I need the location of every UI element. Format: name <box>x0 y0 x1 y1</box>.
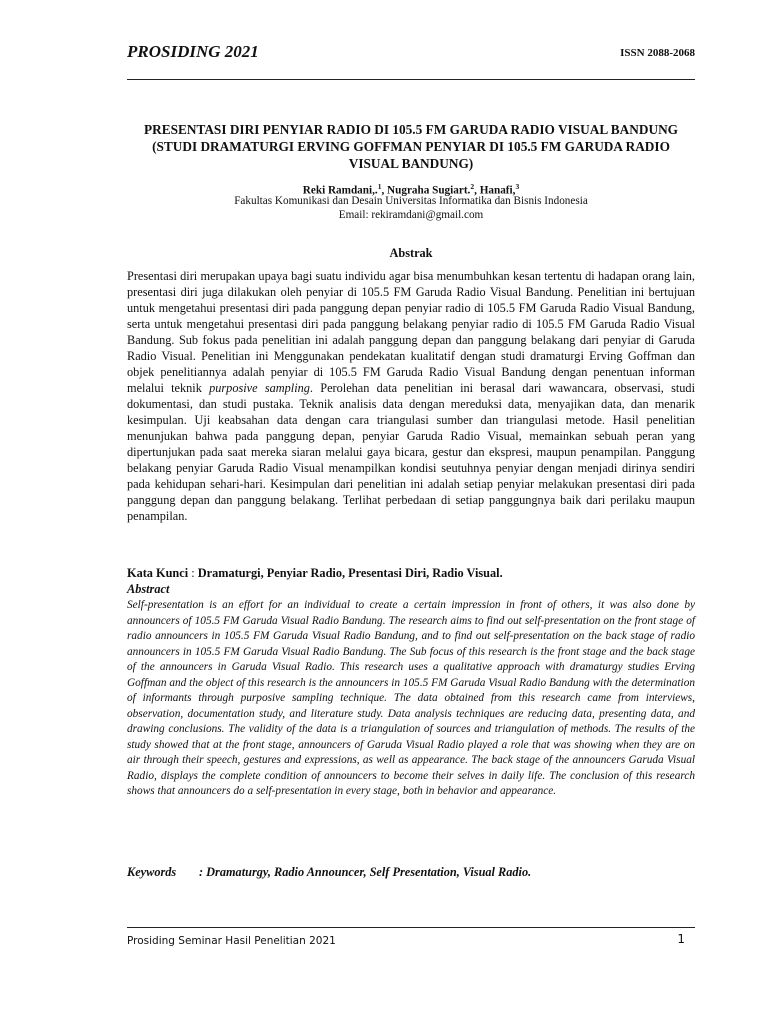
abstract-body: Self-presentation is an effort for an individual to create a certain impression in front of others, it was also done by announcers of 105.5 FM Garuda Visual Radio Bandung. The research aims to find out self-presentation on the front stage of radio announcers in 105.5 FM Garuda Visual Radio Bandung, and to find out self-presentation on the back stage of radio announcers in 105.5 FM Garuda Visual Radio Bandung. The Sub focus of this research is the front stage and the back stage of the announcers in Garuda Visual Radio. This research uses a qualitative approach with dramaturgy studies Erving Goffman and the object of this research is the announcers in 105.5 FM Garuda Visual Radio Bandung with the determination of informants through purposive sampling technique. The data obtained from this research came from interviews, observation, documentation study, and literature study. Data analysis techniques are reducing data, presenting data, and drawing conclusions. The validity of the data is a triangulation of sources and triangulation of methods. The results of the study showed that at the front stage, announcers of Garuda Visual Radio played a role that was showing when they are on air through their speech, gestures and expressions, as well as appearance. The back stage of the announcers Garuda Visual Radio, displays the complete condition of announcers to become their selves in daily life. The conclusion of this research shows that announcers do a self-presentation in every stage, both in behavior and appearance. <box>127 599 695 797</box>
kata-kunci-label: Kata Kunci <box>127 566 189 580</box>
abstrak-text: Presentasi diri merupakan upaya bagi suatu individu agar bisa menumbuhkan kesan tertentu di hadapan orang lain, presentasi diri juga dilakukan oleh penyiar di 105.5 FM Garuda Radio Visual Bandung. Penelitian ini bertujuan untuk mengetahui presentasi diri pada panggung depan penyiar radio di 105.5 FM Garuda Radio Visual Bandung, serta untuk mengetahui presentasi diri pada panggung belakang penyiar radio di 105.5 FM Garuda Radio Visual Bandung. Sub fokus pada penelitian ini adalah panggung depan dan panggung belakang dari penyiar di Garuda Radio Visual. Penelitian ini Menggunakan pendekatan kualitatif dengan studi dramaturgi Erving Goffman dan objek penelitiannya adalah penyiar di 105.5 FM Garuda Radio Visual Bandung dengan penentuan informan melalui teknik <box>127 269 695 395</box>
kata-kunci-value: Dramaturgi, Penyiar Radio, Presentasi Diri, Radio Visual. <box>197 566 503 580</box>
author-affiliation-mark: 3 <box>515 182 520 191</box>
abstrak-italic-term: purposive sampling <box>209 381 310 395</box>
affiliation: Fakultas Komunikasi dan Desain Universitas Informatika dan Bisnis Indonesia <box>234 195 588 207</box>
author-separator: , <box>381 184 388 197</box>
author-name: Reki Ramdani,. <box>302 184 378 197</box>
author-name: Hanafi, <box>479 184 516 197</box>
keywords-line <box>127 865 695 880</box>
author-affiliation-mark: 1 <box>377 182 382 191</box>
kata-kunci-separator: : <box>188 566 198 580</box>
paper-title: PRESENTASI DIRI PENYIAR RADIO DI 105.5 FM GARUDA RADIO VISUAL BANDUNG (STUDI DRAMATURGI ERVING GOFFMAN PENYIAR DI 105.5 FM GARUDA RADIO VISUAL BANDUNG) <box>143 122 679 171</box>
footer-divider <box>127 927 695 928</box>
author-affiliation-mark: 2 <box>470 182 475 191</box>
footer-proceedings-label: Prosiding Seminar Hasil Penelitian 2021 <box>127 935 336 947</box>
contact-email: Email: rekiramdani@gmail.com <box>338 209 484 221</box>
abstract-heading: Abstract <box>127 582 170 596</box>
issn-label: ISSN 2088-2068 <box>620 47 695 59</box>
keywords-label: Keywords <box>127 865 177 879</box>
abstrak-text: . Perolehan data penelitian ini berasal dari wawancara, observasi, studi dokumentasi, dan studi pustaka. Teknik analisis data dengan mereduksi data, menyajikan data, dan menarik kesimpulan. Uji keabsahan data dengan cara triangulasi sumber dan triangulasi metode. Hasil penelitian menunjukan bahwa pada panggung depan, penyiar Garuda Radio Visual, memainkan sebuah peran yang dipertunjukan pada saat mereka siaran melalui gaya bicara, gestur dan ekspresi, maupun penampilan. Panggung belakang penyiar Garuda Radio Visual menampilkan kondisi seutuhnya penyiar dengan menjadi dirinya sendiri pada kehidupan sehari-hari. Kesimpulan dari penelitian ini adalah setiap penyiar melakukan presentasi diri pada panggung depan dan panggung belakang. Terlihat perbedaan di setiap panggungnya baik dari perilaku maupun penampilan. <box>127 381 695 523</box>
abstrak-heading: Abstrak <box>389 246 433 260</box>
keywords-value: : Dramaturgy, Radio Announcer, Self Presentation, Visual Radio. <box>199 865 532 879</box>
page-number: 1 <box>677 932 685 946</box>
author-separator: , <box>474 184 480 197</box>
header-divider <box>127 79 695 80</box>
author-name: Nugraha Sugiart. <box>387 184 471 197</box>
journal-title: PROSIDING 2021 <box>127 42 259 61</box>
abstrak-body <box>127 268 695 524</box>
kata-kunci-line <box>127 565 695 581</box>
